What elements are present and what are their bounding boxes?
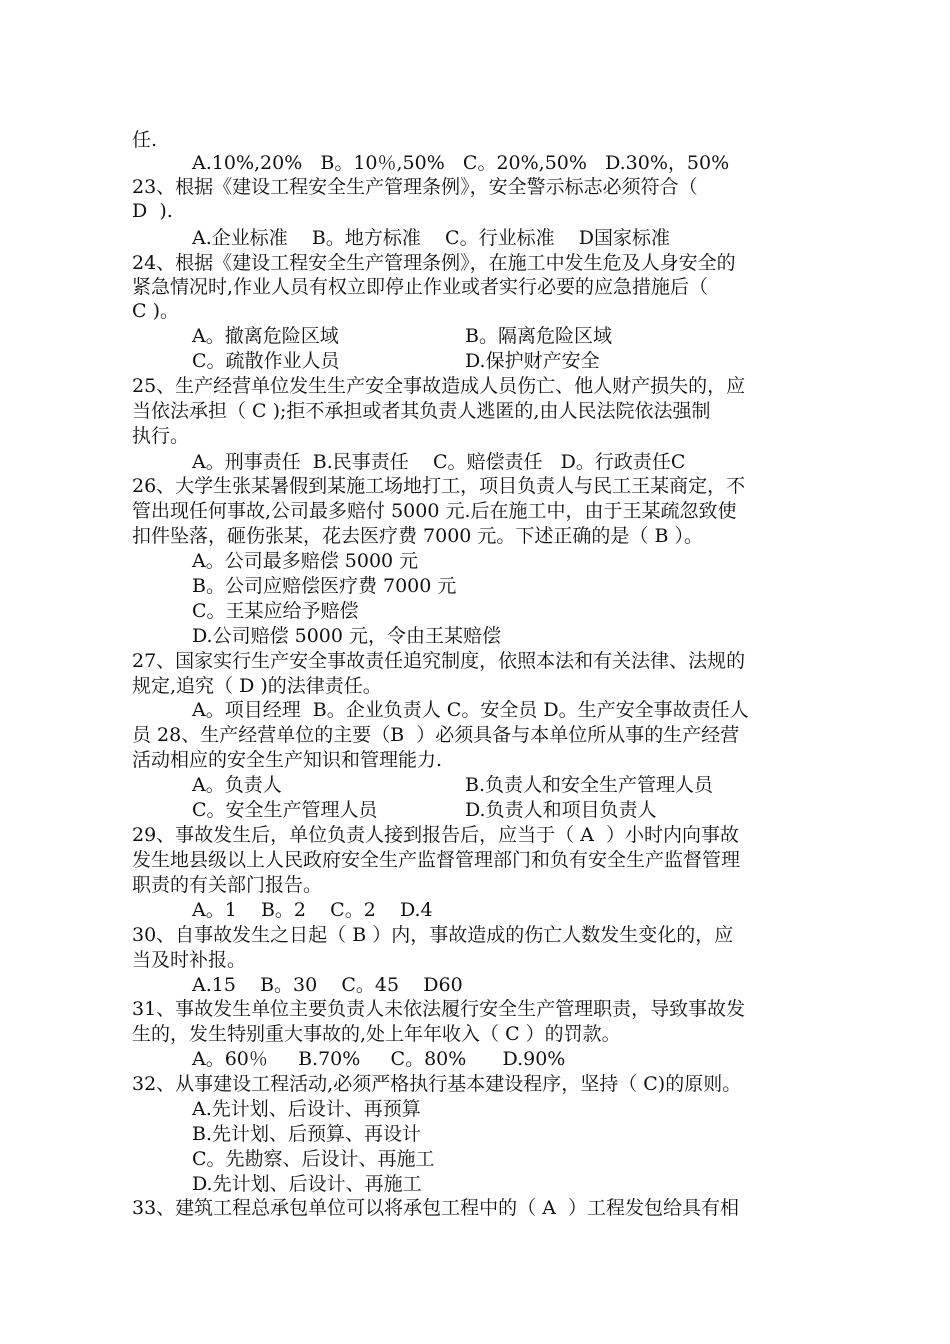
option-line: A。刑事责任 B.民事责任 C。赔偿责任 D。行政责任C: [192, 451, 686, 473]
question-26: 26、大学生张某暑假到某施工场地打工，项目负责人与民工王某商定，不: [132, 475, 746, 497]
text-line: 紧急情况时,作业人员有权立即停止作业或者实行必要的应急措施后（: [132, 276, 709, 298]
option-line: C。安全生产管理人员: [192, 799, 378, 821]
question-31: 31、事故发生单位主要负责人未依法履行安全生产管理职责，导致事故发: [132, 998, 746, 1020]
text-line: 职责的有关部门报告。: [132, 874, 323, 896]
option-line: A。负责人: [192, 774, 282, 796]
question-23: 23、根据《建设工程安全生产管理条例》，安全警示标志必须符合（: [132, 176, 698, 198]
option-line: A。撤离危险区域: [192, 325, 339, 347]
option-line: C。疏散作业人员: [192, 350, 340, 372]
text-line: 规定,追究（ D )的法律责任。: [132, 675, 382, 697]
option-line: C。先勘察、后设计、再施工: [192, 1148, 435, 1170]
option-line: D.负责人和项目负责人: [465, 799, 657, 821]
text-line: 生的，发生特别重大事故的,处上年年收入（ C ）的罚款。: [132, 1023, 621, 1045]
option-line: B.负责人和安全生产管理人员: [465, 774, 714, 796]
text-line: C )。: [132, 300, 179, 322]
question-29: 29、事故发生后，单位负责人接到报告后，应当于（ A ）小时内向事故: [132, 824, 740, 846]
question-27: 27、国家实行生产安全事故责任追究制度，依照本法和有关法律、法规的: [132, 650, 746, 672]
option-line: A。60％ B.70% C。80% D.90%: [192, 1048, 566, 1070]
text-line: 当及时补报。: [132, 949, 247, 971]
text-line: 管出现任何事故,公司最多赔付 5000 元.后在施工中，由于王某疏忽致使: [132, 500, 737, 522]
question-28: 员 28、生产经营单位的主要（B ）必须具备与本单位所从事的生产经营: [132, 724, 740, 746]
option-line: B。公司应赔偿医疗费 7000 元: [192, 575, 457, 597]
question-33: 33、建筑工程总承包单位可以将承包工程中的（ A ）工程发包给具有相: [132, 1197, 740, 1219]
option-line: A.企业标准 B。地方标准 C。行业标准 D国家标准: [192, 227, 670, 249]
option-line: B.先计划、后预算、再设计: [192, 1123, 422, 1145]
option-line: A。1 B。2 C。2 D.4: [192, 899, 433, 921]
text-line: 发生地县级以上人民政府安全生产监督管理部门和负有安全生产监督管理: [132, 849, 741, 871]
option-line: D.先计划、后设计、再施工: [192, 1173, 422, 1195]
question-24: 24、根据《建设工程安全生产管理条例》，在施工中发生危及人身安全的: [132, 252, 736, 274]
text-line: 执行。: [132, 425, 190, 447]
option-line: D.保护财产安全: [465, 350, 600, 372]
question-25: 25、生产经营单位发生生产安全事故造成人员伤亡、他人财产损失的，应: [132, 375, 746, 397]
option-line: A.15 B。30 C。45 D60: [192, 974, 463, 996]
option-line: D.公司赔偿 5000 元，令由王某赔偿: [192, 625, 502, 647]
option-line: A.先计划、后设计、再预算: [192, 1098, 421, 1120]
option-line: B。隔离危险区域: [465, 325, 612, 347]
text-line: 扣件坠落，砸伤张某，花去医疗费 7000 元。下述正确的是（ B ）。: [132, 525, 703, 547]
text-line: D ).: [132, 200, 173, 222]
text-line: 活动相应的安全生产知识和管理能力.: [132, 749, 443, 771]
option-line: A。项目经理 B。企业负责人 C。安全员 D。生产安全事故责任人: [192, 699, 749, 721]
question-30: 30、自事故发生之日起（ B ）内，事故造成的伤亡人数发生变化的，应: [132, 924, 734, 946]
option-line: C。王某应给予赔偿: [192, 600, 359, 622]
text-line: 任.: [132, 129, 158, 151]
question-32: 32、从事建设工程活动,必须严格执行基本建设程序，坚持（ C)的原则。: [132, 1073, 742, 1095]
option-line: A。公司最多赔偿 5000 元: [192, 550, 419, 572]
text-line: 当依法承担（ C );拒不承担或者其负责人逃匿的,由人民法院依法强制: [132, 400, 711, 422]
option-line: A.10%,20% B。10％,50% C。20%,50% D.30%，50%: [192, 152, 730, 174]
